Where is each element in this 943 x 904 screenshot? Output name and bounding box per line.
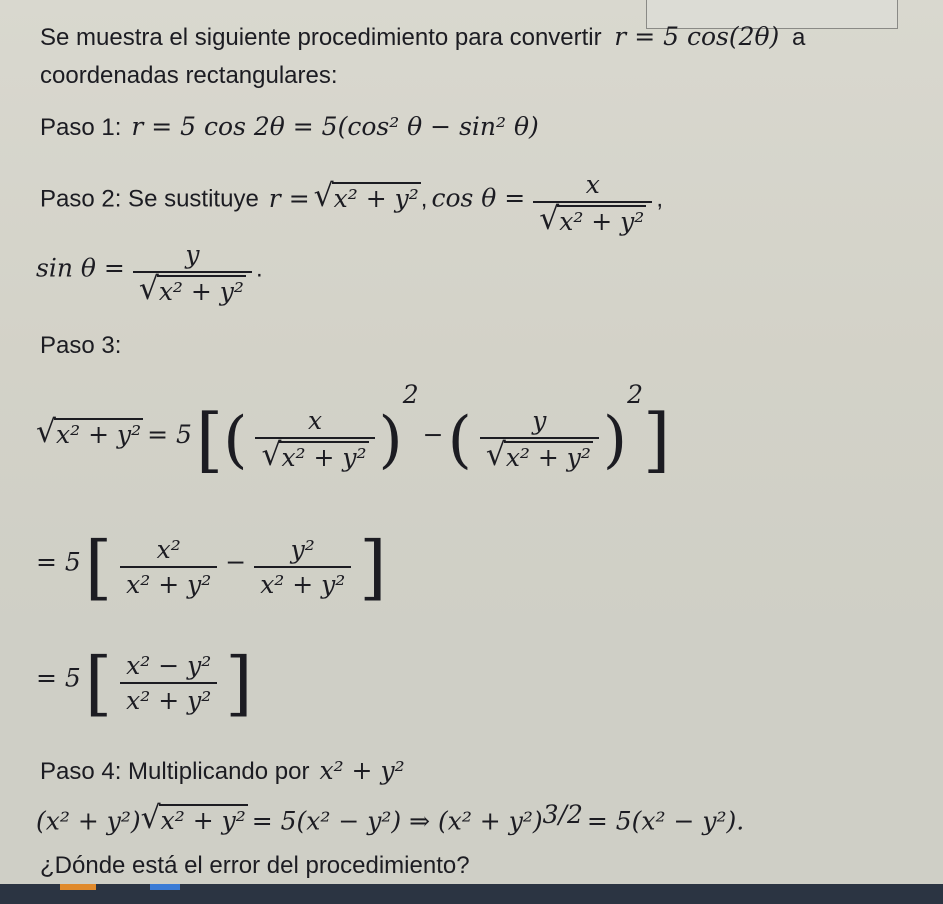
taskbar [0, 884, 943, 904]
equals-five: = 5 [147, 420, 192, 449]
numerator: y² [290, 535, 315, 564]
eq-mid: = 5(x² − y²) ⇒ (x² + y²) [251, 806, 543, 836]
exponent: 2 [627, 380, 644, 409]
separator: , [656, 185, 663, 213]
paso3-sqrt [36, 418, 143, 449]
denominator: x² + y² [254, 566, 351, 599]
numerator: x² [156, 535, 181, 564]
right-bracket: ] [359, 526, 387, 608]
y2-fraction [254, 535, 351, 599]
y-over-sqrt [480, 406, 599, 472]
minus: − [225, 547, 247, 577]
radicand: x² + y² [559, 207, 645, 236]
denominator: x² + y² [120, 682, 217, 715]
radicand: x² + y² [281, 443, 367, 473]
question: ¿Dónde está el error del procedimiento? [40, 852, 470, 879]
right-paren: ) [602, 402, 628, 476]
x-over-sqrt [255, 406, 374, 472]
intro-equation: r = 5 cos(2θ) [614, 22, 780, 51]
paso2-sin [36, 240, 263, 306]
left-paren: ( [223, 402, 248, 476]
intro-text-a: a [791, 24, 806, 51]
taskbar-accent-blue [150, 884, 180, 890]
radicand: x² + y² [505, 443, 591, 473]
radicand: x² + y² [333, 183, 419, 213]
paso3-line3 [36, 642, 253, 724]
paso2 [40, 170, 663, 236]
intro-text-2: coordenadas rectangulares: [40, 62, 338, 89]
paso4-equation [36, 800, 744, 835]
numerator: y [185, 240, 200, 269]
paso2-sqrt [314, 182, 421, 213]
equals-five: = 5 [36, 663, 81, 693]
paso2-r: r = [268, 183, 310, 213]
equals-five: = 5 [36, 547, 81, 577]
numerator: x² − y² [126, 651, 212, 680]
minus: − [422, 420, 444, 449]
eq-right: = 5(x² − y²). [586, 806, 745, 836]
paso1-equation: r = 5 cos 2θ = 5(cos² θ − sin² θ) [131, 112, 539, 141]
diff-fraction [120, 651, 217, 715]
paso3-label: Paso 3: [40, 332, 122, 359]
paso4-factor: x² + y² [319, 756, 405, 785]
numerator: x [307, 406, 323, 436]
taskbar-accent-orange [60, 884, 96, 890]
paso2-sin-lhs: sin θ = [36, 253, 125, 283]
paso2-cos-lhs: cos θ = [431, 183, 526, 213]
paso3-line2 [36, 526, 387, 608]
paso2-label: Paso 2: Se sustituye [40, 185, 259, 213]
numerator: y [532, 406, 547, 436]
intro-text: Se muestra el siguiente procedimiento para convertir [40, 24, 602, 51]
left-bracket: [ [84, 642, 113, 724]
right-bracket: ] [225, 642, 253, 724]
paso4-sqrt [141, 804, 248, 835]
separator: , [420, 185, 428, 213]
paso3-line1 [36, 380, 671, 481]
left-bracket: [ [195, 398, 224, 481]
paso2-cos-fraction [533, 170, 652, 236]
paso1-label: Paso 1: [40, 114, 122, 141]
left-bracket: [ [84, 526, 113, 608]
radicand: x² + y² [160, 806, 246, 836]
exponent: 2 [402, 380, 419, 409]
radicand: x² + y² [158, 277, 244, 306]
paso4 [40, 756, 405, 786]
right-paren: ) [378, 402, 403, 476]
intro-line [40, 22, 805, 52]
left-paren: ( [447, 402, 472, 476]
eq-left: (x² + y²) [36, 806, 141, 836]
radicand: x² + y² [56, 420, 142, 449]
paso2-sin-fraction [133, 240, 252, 306]
period: . [255, 255, 263, 283]
numerator: x [585, 170, 600, 199]
denominator: x² + y² [120, 566, 217, 599]
paso4-label: Paso 4: Multiplicando por [40, 758, 310, 785]
power: 3/2 [542, 800, 583, 829]
paso1 [40, 112, 539, 142]
right-bracket: ] [643, 398, 671, 481]
x2-fraction [120, 535, 217, 599]
